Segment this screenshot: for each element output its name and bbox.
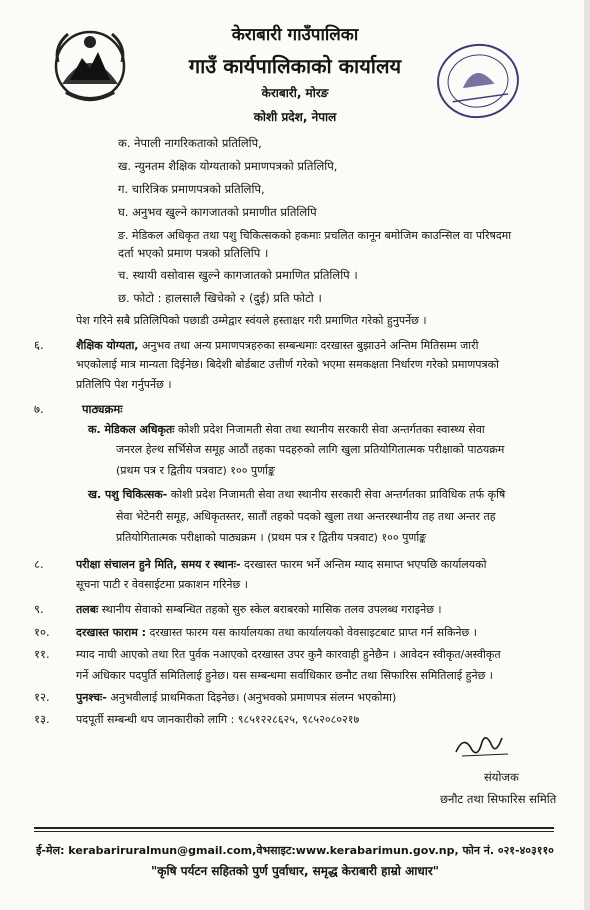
footer-divider [34, 827, 554, 829]
paper-edge [584, 0, 590, 910]
section-9-text: स्थानीय सेवाको सम्बन्धित तहको सुरु स्केल बराबरको मासिक तलव उपलब्ध गराइनेछ । [98, 603, 442, 616]
province-name: कोशी प्रदेश, नेपाल [253, 110, 337, 124]
section-11-text: गर्ने अधिकार पदपुर्ति समितिलाई हुनेछ। यस सम्बन्धमा सर्वाधिकार छनौट तथा सिफारिस समितिलाई हुनेछ । [76, 669, 493, 682]
section-7a-line [88, 422, 485, 437]
doc-item: च. स्थायी वसोवास खुल्ने कागजातको प्रमाणित प्रतिलिपि । [118, 268, 358, 282]
section-7a-text: जनरल हेल्थ सर्भिसेज समूह आठौं तहका पदहरुको लागि खुला प्रतियोगितात्मक परीक्षाको पाठयक्रम [116, 443, 505, 456]
section-10-text: दरखास्त फारम यस कार्यालयका तथा कार्यालयको वेवसाइटबाट प्राप्त गर्न सकिनेछ । [146, 626, 477, 639]
doc-item: छ. फोटो : हालसालै खिचेको २ (दुई) प्रति फोटो । [118, 291, 322, 305]
emblem-icon [52, 22, 128, 110]
section-12-number: १२. [34, 690, 50, 704]
doc-item: ख. न्युनतम शैक्षिक योग्यताको प्रमाणपत्रको प्रतिलिपि, [118, 159, 338, 173]
section-8-label: परीक्षा संचालन हुने मिति, समय र स्थानः- [76, 558, 241, 571]
section-6-text: भएकोलाई मात्र मान्यता दिईनेछ। बिदेशी बोर्डबाट उत्तीर्ण गरेको भएमा समकक्षता निर्धारण गरेको प्रमाणपत्रको [76, 358, 499, 371]
section-6-number: ६. [34, 338, 44, 352]
section-13-number: १३. [34, 712, 50, 726]
section-7b-line [88, 487, 505, 502]
attestation-note: पेश गरिने सबै प्रतिलिपिको पछाडी उम्मेद्वार स्वंयले हस्ताक्षर गरी प्रमाणित गरेको हुनुपर्नेछ । [76, 314, 427, 327]
section-7b-label: ख. पशु चिकित्सक- [88, 488, 168, 501]
section-10-line [76, 625, 477, 640]
section-7a-label: क. मेडिकल अधिकृतः [88, 423, 175, 436]
section-8-line [76, 557, 486, 572]
section-6-text: प्रतिलिपि पेश गर्नुपर्नेछ । [76, 378, 172, 391]
section-7-number: ७. [34, 402, 44, 416]
section-6-text: अनुभव तथा अन्य प्रमाणपत्रहरुका सम्बन्धमाः दरखास्त बुझाउने अन्तिम मितिसम्म जारी [138, 339, 479, 352]
doc-item: ङ. मेडिकल अधिकृत तथा पशु चिकित्सकको हकमाः प्रचलित कानून बमोजिम काउन्सिल वा परिषदमा [118, 229, 512, 242]
section-12-text: अनुभवीलाई प्राथमिकता दिइनेछ। (अनुभवको प्रमाणपत्र संलग्न भएकोमा) [106, 691, 397, 704]
section-8-text: दरखास्त फारम भर्ने अन्तिम म्याद समाप्त भएपछि कार्यालयको [240, 558, 487, 571]
section-7a-text: कोशी प्रदेश निजामती सेवा तथा स्थानीय सरकारी सेवा अन्तर्गतका स्वास्थ्य सेवा [174, 423, 485, 436]
section-7b-text: कोशी प्रदेश निजामती सेवा तथा स्थानीय सरकारी सेवा अन्तर्गतका प्राविधिक तर्फ कृषि [167, 488, 506, 501]
municipality-name: केराबारी गाउँपालिका [231, 25, 359, 45]
office-name: गाउँ कार्यपालिकाको कार्यालय [188, 54, 402, 78]
section-7-label: पाठ्यक्रमः [82, 402, 123, 416]
section-10-number: १०. [34, 625, 50, 639]
section-7a-text: (प्रथम पत्र र द्वितीय पत्रवाट) १०० पुर्णाङ्क [116, 464, 275, 477]
signatory-role: संयोजक [484, 770, 519, 784]
doc-item: ग. चारित्रिक प्रमाणपत्रको प्रतिलिपि, [118, 182, 265, 196]
section-12-line [76, 690, 396, 705]
section-10-label: दरखास्त फाराम : [76, 626, 147, 639]
section-8-number: ८. [34, 557, 44, 571]
section-12-label: पुनश्चः- [76, 691, 107, 704]
section-9-number: ९. [34, 602, 44, 616]
section-9-label: तलबः [76, 603, 99, 616]
signatory-committee: छनौट तथा सिफारिस समिति [440, 792, 557, 806]
section-13-text: पदपूर्ती सम्बन्धी थप जानकारीको लागि : ९८५१२२८६२५, ९८५२०८०२१७ [76, 713, 360, 726]
section-11-text: म्याद नाघी आएको तथा रित पुर्वक नआएको दरखास्त उपर कुनै कारवाही हुनेछैन । आवेदन स्वीकृत/अस्वीकृत [76, 648, 501, 661]
doc-item: दर्ता भएको प्रमाण पत्रको प्रतिलिपि । [118, 246, 269, 260]
footer-divider [34, 831, 554, 832]
section-7b-text: सेवा भेटेनरी समूह, अधिकृतस्तर, सातौं तहको पदको खुला तथा अन्तरस्थानीय तह तथा अन्तर तह [116, 510, 496, 523]
section-8-text: सूचना पाटी र वेवसाईटमा प्रकाशन गरिनेछ । [76, 578, 248, 591]
doc-item: क. नेपाली नागरिकताको प्रतिलिपि, [118, 136, 262, 150]
doc-item: घ. अनुभव खुल्ने कागजातको प्रमाणीत प्रतिलिपि [118, 205, 317, 219]
footer-contact: ई-मेल: kerabariruralmun@gmail.com,वेभसाइट:www.kerabarimun.gov.np, फोन नं. ०२१-४०३११० [36, 844, 554, 857]
footer-slogan: "कृषि पर्यटन सहितको पुर्ण पुर्वाधार, समृद्ध केराबारी हाम्रो आधार" [151, 864, 439, 878]
handwritten-signature [452, 728, 512, 762]
office-seal-stamp [432, 38, 524, 124]
section-7b-text: प्रतियोगितात्मक परीक्षाको पाठ्यक्रम । (प्रथम पत्र र द्वितीय पत्रवाट) १०० पुर्णाङ्क [116, 531, 427, 544]
section-6-label: शैक्षिक योग्यता, [76, 339, 139, 352]
section-6-line [76, 338, 478, 353]
section-9-line [76, 602, 442, 617]
section-11-number: ११. [34, 647, 50, 661]
office-address: केराबारी, मोरङ [261, 86, 329, 100]
